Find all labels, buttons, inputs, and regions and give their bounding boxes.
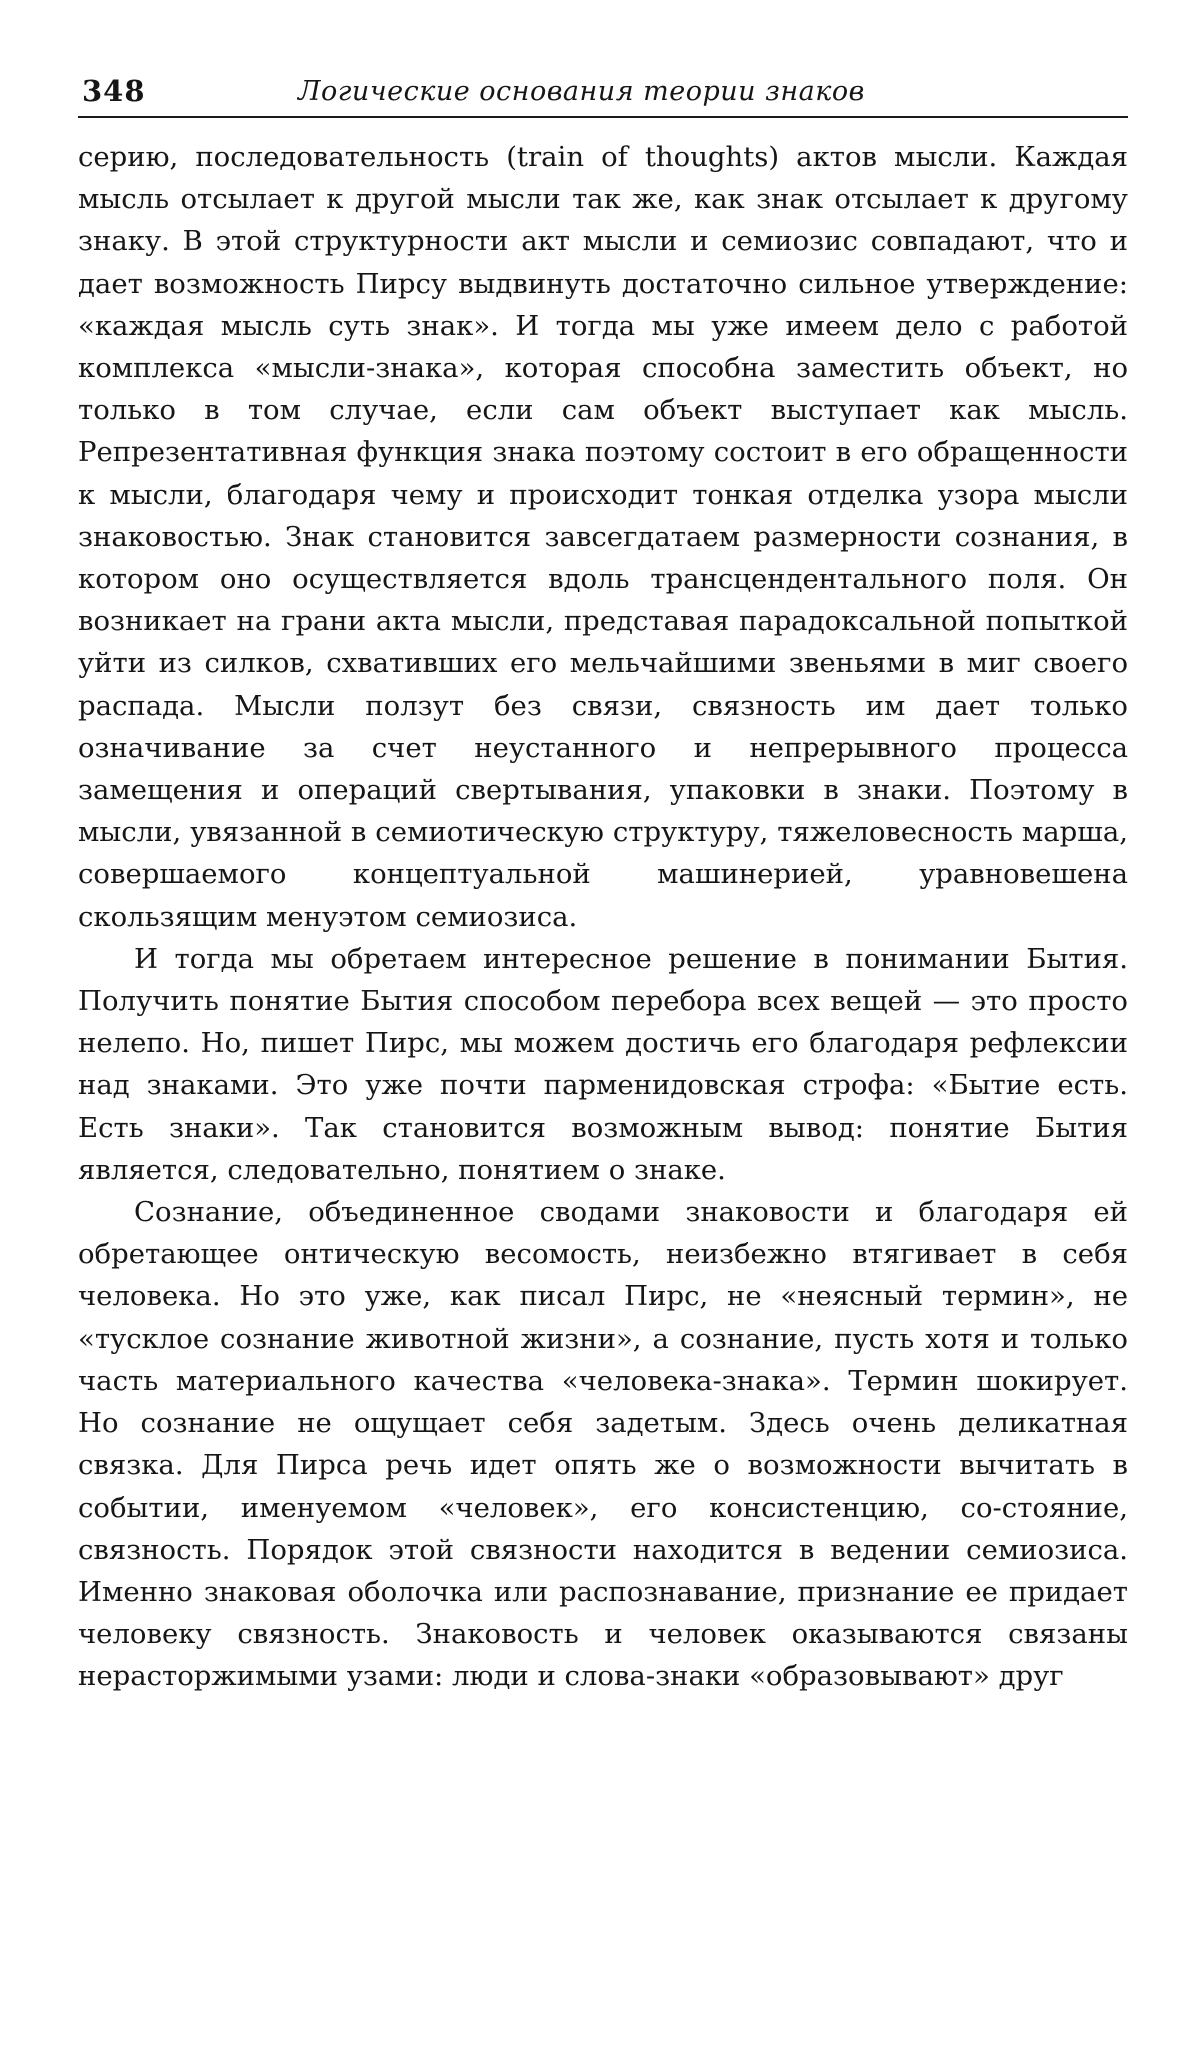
page-number: 348 — [82, 74, 146, 108]
running-head — [78, 70, 1128, 118]
paragraph-continued: серию, последовательность (train of thoughts) актов мысли. Каждая мысль отсылает к другой мысли так же, как знак отсылает к другому знаку. В этой структурности акт мысли и семиозис совпадают, что и дает возможность Пирсу выдвинуть достаточно сильное утверждение: «каждая мысль суть знак». И тогда мы уже имеем дело с работой комплекса «мысли-знака», которая способна заместить объект, но только в том случае, если сам объект выступает как мысль. Репрезентативная функция знака поэтому состоит в его обращенности к мысли, благодаря чему и происходит тонкая отделка узора мысли знаковостью. Знак становится завсегдатаем размерности сознания, в котором оно осуществляется вдоль трансцендентального поля. Он возникает на грани акта мысли, представая парадоксальной попыткой уйти из силков, схвативших его мельчайшими звеньями в миг своего распада. Мысли ползут без связи, связность им дает только означивание за счет неустанного и непрерывного процесса замещения и операций свертывания, упаковки в знаки. Поэтому в мысли, увязанной в семиотическую структуру, тяжеловесность марша, совершаемого концептуальной машинерией, уравновешена скользящим менуэтом семиозиса. — [78, 141, 1128, 933]
running-title: Логические основания теории знаков — [298, 76, 865, 107]
body-text — [78, 136, 1128, 1698]
paragraph-consciousness: Сознание, объединенное сводами знаковости и благодаря ей обретающее онтическую весомость, неизбежно втягивает в себя человека. Но это уже, как писал Пирс, не «неясный термин», не «тусклое сознание животной жизни», а сознание, пусть хотя и только часть материального качества «человека-знака». Термин шокирует. Но сознание не ощущает себя задетым. Здесь очень деликатная связка. Для Пирса речь идет опять же о возможности вычитать в событии, именуемом «человек», его консистенцию, со-стояние, связность. Порядок этой связности находится в ведении семиозиса. Именно знаковая оболочка или распознавание, признание ее придает человеку связность. Знаковость и человек оказываются связаны нерасторжимыми узами: люди и слова-знаки «образовывают» друг — [78, 1196, 1128, 1693]
paragraph-being: И тогда мы обретаем интересное решение в понимании Бытия. Получить понятие Бытия способом перебора всех вещей — это просто нелепо. Но, пишет Пирс, мы можем достичь его благодаря рефлексии над знаками. Это уже почти парменидовская строфа: «Бытие есть. Есть знаки». Так становится возможным вывод: понятие Бытия является, следовательно, понятием о знаке. — [78, 942, 1128, 1186]
book-page — [78, 70, 1128, 1698]
